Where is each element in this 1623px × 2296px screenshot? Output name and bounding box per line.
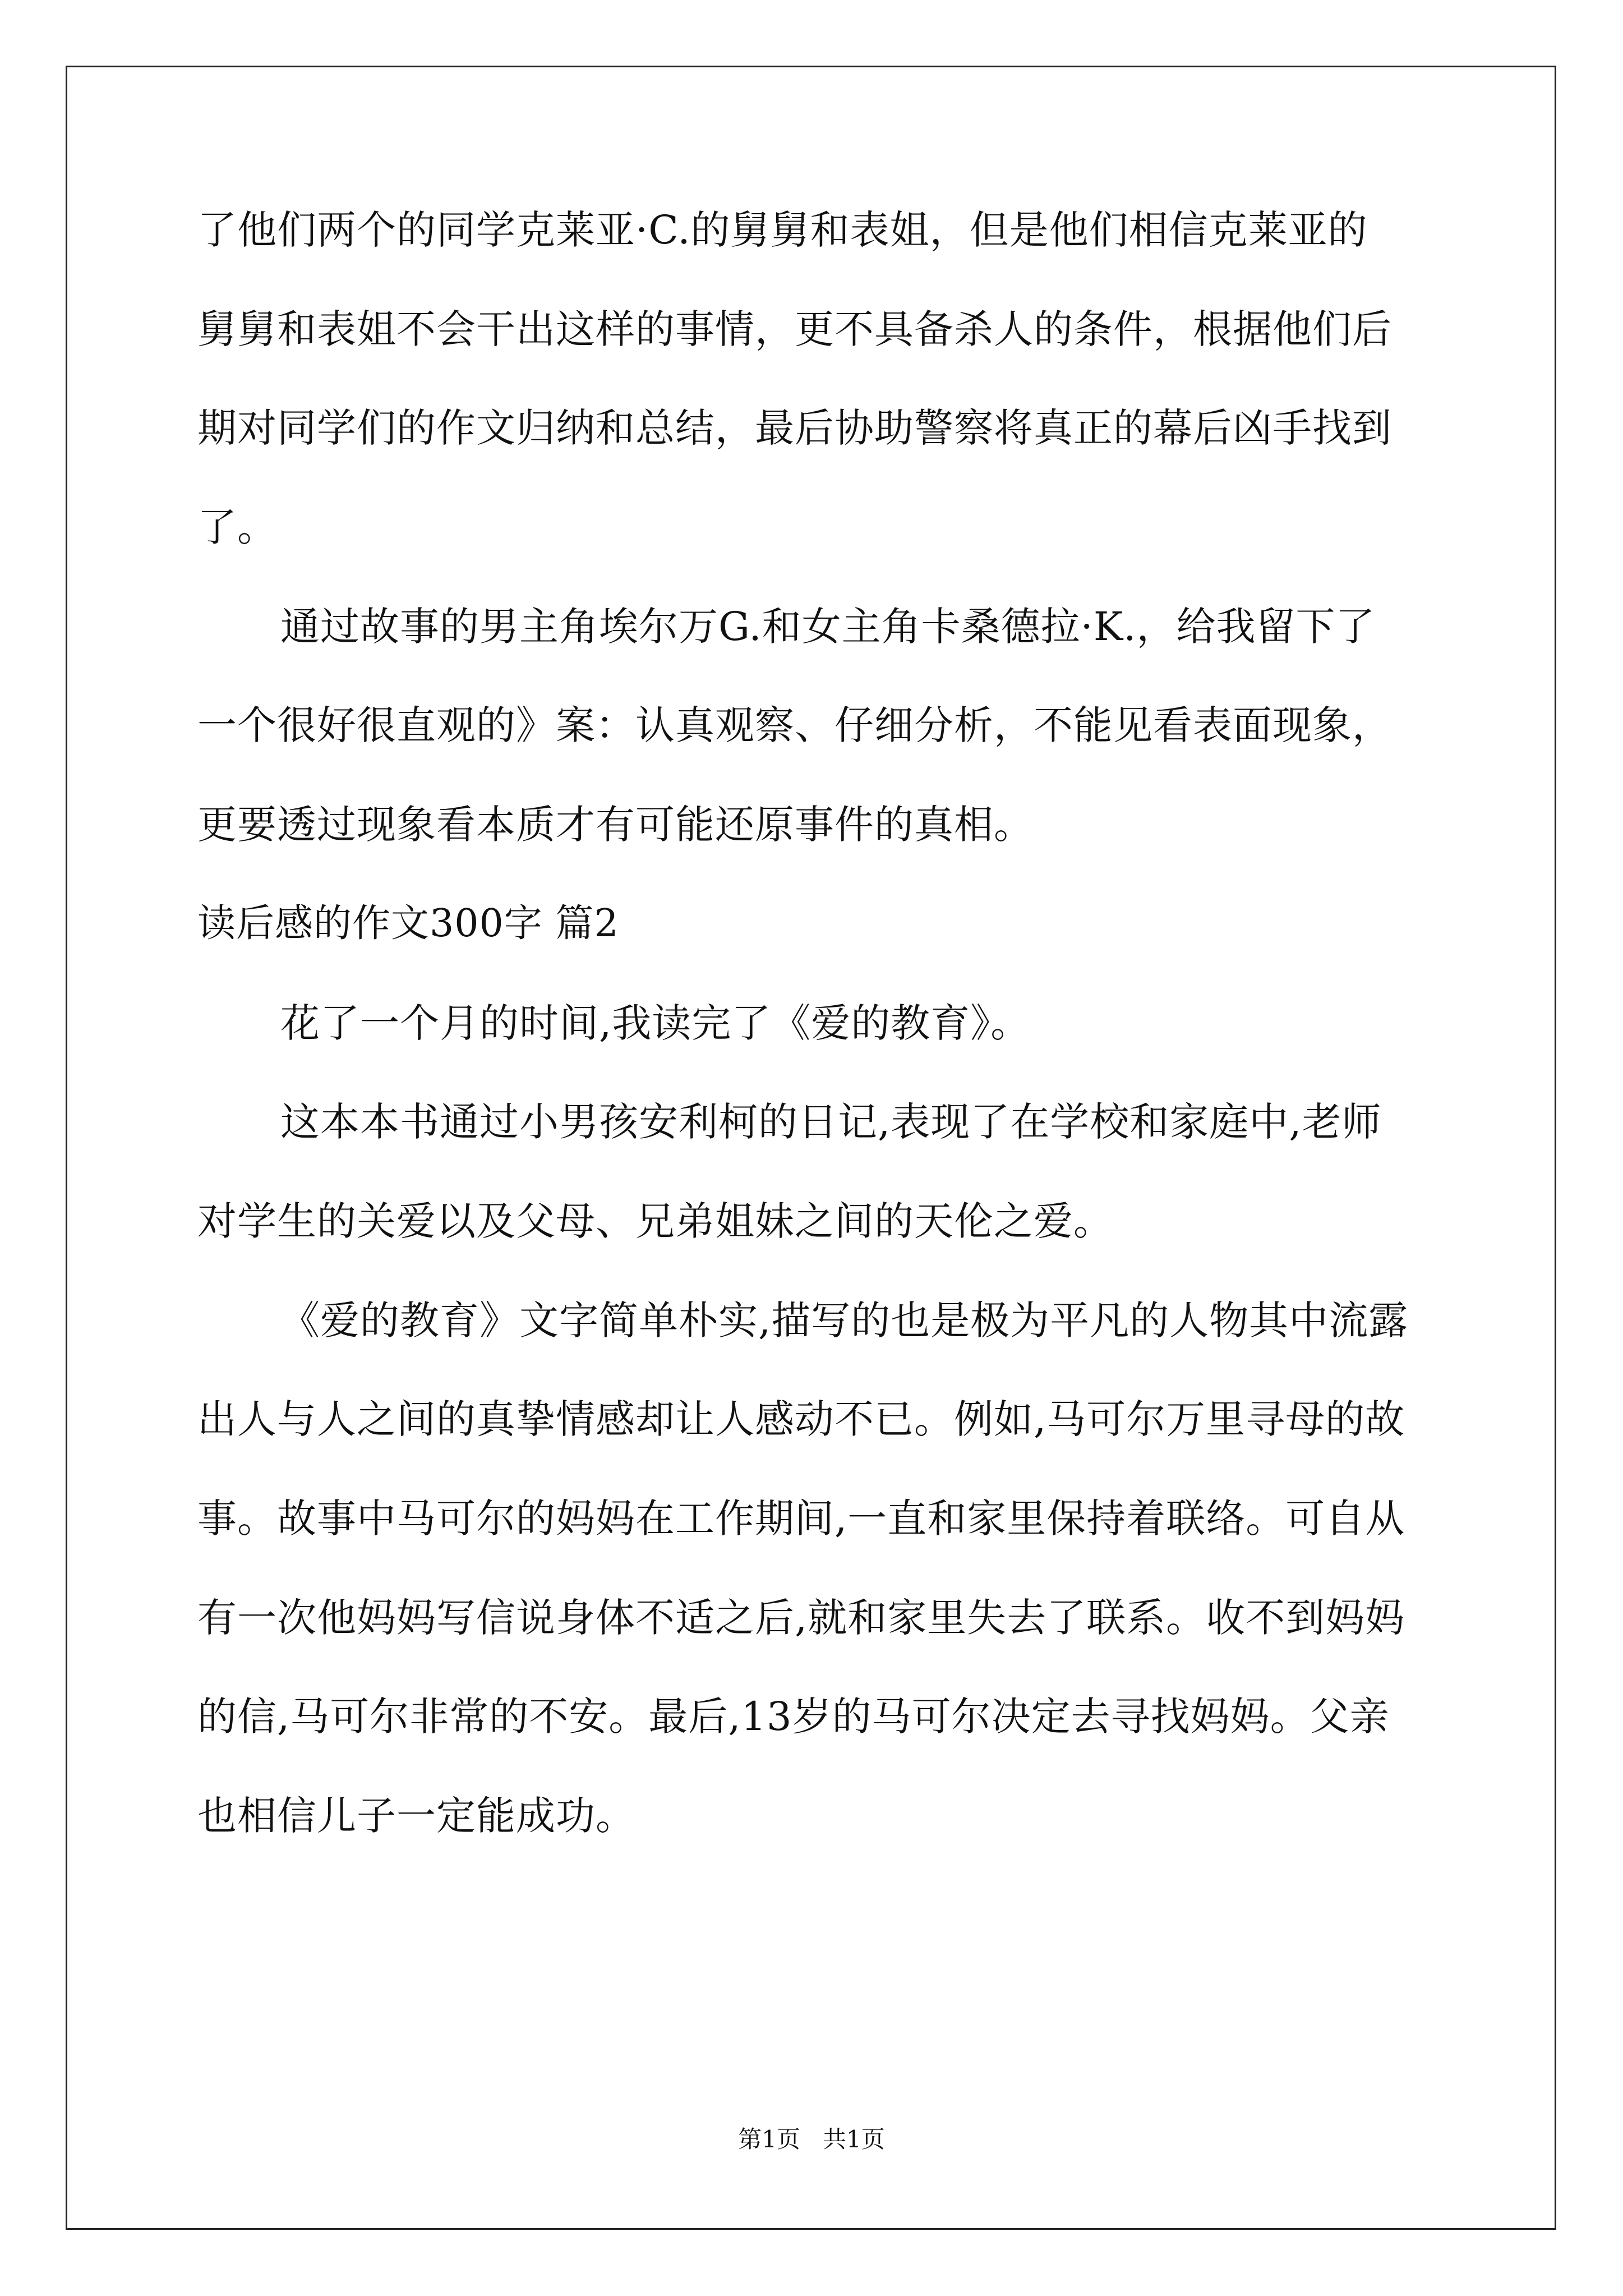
text-line-13: 出人与人之间的真挚情感却让人感动不已。例如,马可尔万里寻母的故 [197, 1396, 1405, 1443]
section-heading: 读后感的作文300字 篇2 [197, 901, 619, 946]
text-line-2: 舅舅和表姐不会干出这样的事情，更不具备杀人的条件，根据他们后 [197, 306, 1392, 352]
text-line-9: 花了一个月的时间,我读完了《爱的教育》。 [280, 1000, 1031, 1046]
text-line-1: 了他们两个的同学克莱亚·C.的舅舅和表姐，但是他们相信克莱亚的 [197, 207, 1368, 253]
text-line-12: 《爱的教育》文字简单朴实,描写的也是极为平凡的人物其中流露 [280, 1297, 1409, 1343]
text-line-16: 的信,马可尔非常的不安。最后,13岁的马可尔决定去寻找妈妈。父亲 [197, 1694, 1390, 1740]
text-line-14: 事。故事中马可尔的妈妈在工作期间,一直和家里保持着联络。可自从 [197, 1495, 1405, 1542]
text-line-3: 期对同学们的作文归纳和总结，最后协助警察将真正的幕后凶手找到 [197, 405, 1392, 452]
text-line-11: 对学生的关爱以及父母、兄弟姐妹之间的天伦之爱。 [197, 1198, 1113, 1244]
text-line-15: 有一次他妈妈写信说身体不适之后,就和家里失去了联系。收不到妈妈 [197, 1594, 1405, 1641]
text-line-6: 一个很好很直观的》案：认真观察、仔细分析，不能见看表面现象， [197, 702, 1392, 749]
text-line-17: 也相信儿子一定能成功。 [197, 1793, 635, 1839]
text-line-10: 这本本书通过小男孩安利柯的日记,表现了在学校和家庭中,老师 [280, 1099, 1382, 1145]
page-number: 第1页 共1页 [738, 2125, 885, 2153]
text-line-4: 了。 [197, 504, 277, 551]
text-line-7: 更要透过现象看本质才有可能还原事件的真相。 [197, 802, 1034, 848]
document-body [197, 202, 1431, 1887]
text-line-5: 通过故事的男主角埃尔万G.和女主角卡桑德拉·K.，给我留下了 [280, 603, 1376, 650]
